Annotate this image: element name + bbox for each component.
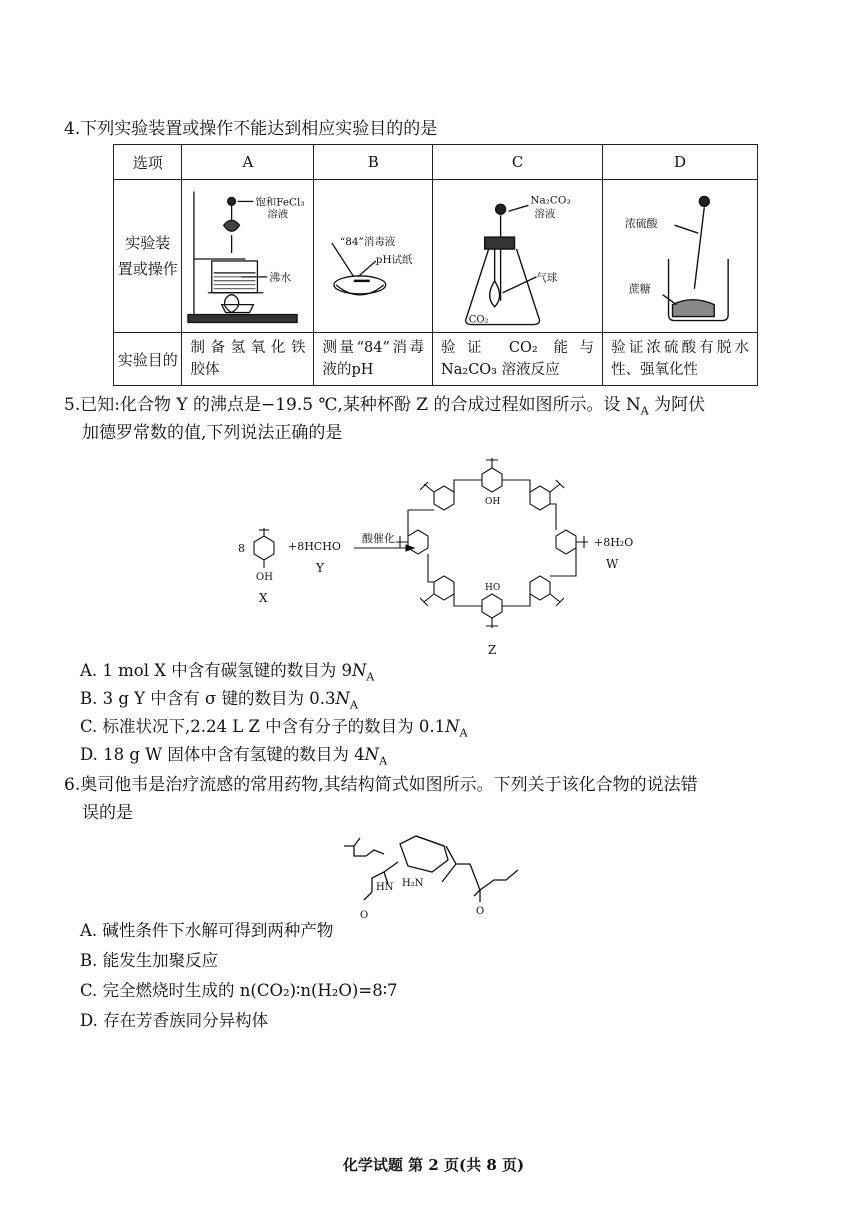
label-conc-sulfuric-acid: 浓硫酸 (624, 217, 658, 231)
product-water: +8H₂O (594, 536, 634, 549)
q6-option-b[interactable]: B. 能发生加聚反应 (80, 951, 219, 970)
h2n-label: H₂N (402, 878, 424, 889)
question-6-stem-line1: 6.奥司他韦是治疗流感的常用药物,其结构简式如图所示。下列关于该化合物的说法错 (64, 775, 698, 795)
acid-catalysis-label: 酸催化 (362, 532, 395, 545)
question-6-stem-line2: 误的是 (82, 803, 133, 823)
goal-c: 验证 CO₂ 能与 Na₂CO₃ 溶液反应 (433, 333, 603, 386)
amide-o-label: O (360, 910, 369, 921)
table-header-a: A (182, 145, 314, 180)
apparatus-b (314, 180, 433, 333)
apparatus-c-drawing (433, 181, 602, 331)
z-hydroxyl-label-bottom: HO (485, 583, 501, 593)
apparatus-c (433, 180, 603, 333)
label-fecl3-solution: 溶液 (267, 208, 289, 221)
q5-option-a[interactable]: A. 1 mol X 中含有碳氢键的数目为 $9N_A$ (80, 661, 375, 684)
q6-option-a[interactable]: A. 碱性条件下水解可得到两种产物 (80, 921, 334, 940)
apparatus-a (182, 180, 314, 333)
goal-d: 验证浓硫酸有脱水 性、强氧化性 (603, 333, 758, 386)
apparatus-d-drawing (603, 181, 757, 331)
hn-label: HN (376, 882, 394, 893)
row-label-apparatus: 实验装 置或操作 (114, 180, 182, 333)
label-co2: CO₂ (468, 314, 489, 326)
compound-y-label: Y (316, 561, 324, 575)
label-balloon: 气球 (536, 271, 558, 284)
question-5-stem-line1: 5.已知:化合物 Y 的沸点是−19.5 ℃,某种杯酚 Z 的合成过程如图所示。设 $N_A$ 为阿伏 (64, 395, 706, 418)
oseltamivir-structure (330, 826, 540, 922)
carbonyl-o-label: O (476, 906, 485, 917)
compound-z-label: Z (488, 643, 497, 657)
z-hydroxyl-label-top: OH (485, 497, 501, 507)
q5-option-c[interactable]: C. 标准状况下,2.24 L Z 中含有分子的数目为 $0.1N_A$ (80, 717, 468, 740)
apparatus-d (603, 180, 758, 333)
question-4-stem: 4.下列实验装置或操作不能达到相应实验目的的是 (64, 119, 438, 139)
q5-option-b[interactable]: B. 3 g Y 中含有 σ 键的数目为 $0.3N_A$ (80, 689, 358, 712)
coefficient-8: 8 (238, 542, 245, 555)
question-5-stem-line2: 加德罗常数的值,下列说法正确的是 (82, 423, 343, 443)
row-label-goal: 实验目的 (114, 333, 182, 386)
reagent-hcho: +8HCHO (288, 540, 341, 553)
q6-option-d[interactable]: D. 存在芳香族同分异构体 (80, 1011, 269, 1030)
label-na2co3-solution: 溶液 (534, 208, 556, 221)
goal-a: 制备氢氧化铁 胶体 (182, 333, 314, 386)
table-header-b: B (314, 145, 433, 180)
goal-b: 测量“84”消毒 液的pH (314, 333, 433, 386)
apparatus-b-drawing (314, 181, 432, 331)
label-sucrose: 蔗糖 (628, 282, 651, 296)
x-hydroxyl-label: OH (256, 572, 273, 583)
label-na2co3: Na₂CO₃ (530, 194, 571, 207)
label-ph-paper: pH试纸 (376, 253, 413, 266)
table-header-option: 选项 (114, 145, 182, 180)
table-header-d: D (603, 145, 758, 180)
page-footer: 化学试题 第 2 页(共 8 页) (342, 1156, 525, 1174)
calixarene-synthesis-scheme (230, 450, 650, 660)
label-boiling-water: 沸水 (269, 270, 292, 284)
q6-option-c[interactable]: C. 完全燃烧时生成的 n(CO₂)∶n(H₂O)=8∶7 (80, 981, 398, 1000)
experiment-table (113, 144, 758, 386)
q5-option-d[interactable]: D. 18 g W 固体中含有氢键的数目为 $4N_A$ (80, 745, 388, 768)
compound-w-label: W (606, 557, 619, 571)
apparatus-a-drawing (182, 181, 313, 331)
label-84-disinfectant: “84”消毒液 (340, 236, 396, 249)
compound-x-label: X (259, 591, 268, 605)
table-header-c: C (433, 145, 603, 180)
label-fecl3: 饱和FeCl₃ (255, 196, 305, 209)
